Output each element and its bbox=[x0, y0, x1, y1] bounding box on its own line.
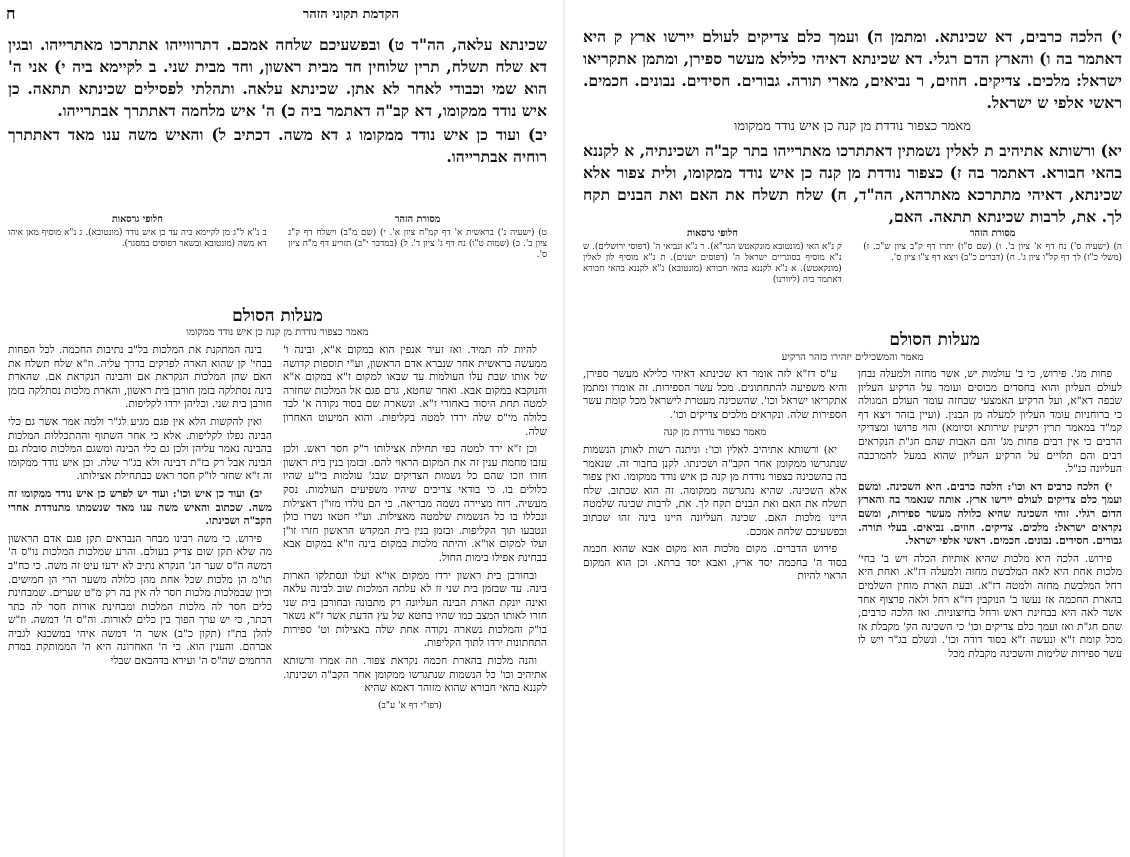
running-title: הקדמת תקוני הזהר bbox=[302, 7, 399, 22]
section-subheading: מאמר והמשכילים יזהירו כזהר הרקיע bbox=[781, 352, 924, 363]
commentary-paragraph: להיות לה תמיד. ואז זעיר אנפין הוא במקום א"א, ובינה ו' ממעשה בראשית אחר שנברא אדם הראשון, וע"י תוספות קדושה של אותו שבת עלו העולמות עד שבאו למקום ז"א במקום א"א והנוקבא במקום אבא. ואחר שחטא, גרם פגם אל המלכות שחזרה למטה תחת היסוד באחורי ז"א. ונשארה שם בסוד נקודה א' לבד כלולה מי"ס שלה ירדו למטה בקליפות. והוא המיעוט האחרון שלה. bbox=[283, 344, 547, 438]
commentary-paragraph: יב) ועוד כן איש וכו': ועוד יש לפרש כן איש נודד ממקומו זה משה. שכתוב והאיש משה ענו מאד שנשמתו מתנודדת אחרי הקב"ה ושכינתו. bbox=[8, 487, 272, 528]
notes-text: ב נ"א ל"ג מן לקיימא ביה עד כן איש נודד (מונטובא). ג נ"א מוסיף מאן איהו דא משה (מונטובא ובשאר דפוסים במסגר). bbox=[8, 228, 267, 249]
commentary-paragraph: פירוש. כי משה רבינו מבחר הנבראים תקן פגם אדם הראשון מה שלא תקן שום צדיק בעולם. והרע שמלכות המלכות נו"ס ה' דמשה ה"ס שער הנ' הנקרא נתיב לא ידעו עיט זה משה. כי כח"ב תו"מ הן מלכות שכל אחת מהן כלולה משער הרי הן חמישים. וכיון שבמלכות מלכות חסר לה אין בה רק מ"ט שערים. שמבחינת כלים חסר לה מלכות המלכות ומבחינת אורות חסר לה כתר דכתר, כי יש ערך הפוך בין כלים לאורות. וה"ס ה' דמשה. וז"ש להלן בת"ז (תקון כ"ב) אשר ה' דמשה איהי במשכנא לגביה אברהם. והענין הוא. כי ה' האחרונה היא ה' הממותקת במדת הרחמים שה"ס ה' ועירא בדהבאם שבלי bbox=[8, 532, 272, 668]
commentary-columns bbox=[8, 344, 547, 849]
zohar-paragraph: שכינתא עלאה, הה"ד ט) ובפשעיכם שלחה אמכם. דתרווייהו אתתרכו מאתרייהו. ובגין דא שלח תשלח, תרין שלוחין חד מבית ראשון, וחד מבית שני. ב לקיימא ביה י) אני ה' הוא שמי וכבודי לאחר לא אתן. שכינתא עלאה. ותהלתי לפסילים שכינתא תתאה. כן איש נודד ממקומו, דא קב"ה דאתמר ביה כ) ה' איש מלחמה דאתתרך אבתרייהו. bbox=[8, 35, 547, 120]
notes-title: מסורת הזהר bbox=[969, 228, 1016, 239]
commentary-column-left bbox=[583, 368, 847, 849]
zohar-section-heading: מאמר כצפור נודדת מן קנה כן איש נודד ממקומו bbox=[734, 119, 971, 134]
zohar-paragraph: י) הלכה כרבים, דא שכינתא. ומתמן ה) ועמך כלם צדיקים לעולם יירשו ארץ ק היא דאתמר בה ו) והארץ הדם רגלי. דא שכינתא דאיהי כלילא מעשר ספירן, ומתמן אתקריאו ישראל: מלכים. צדיקים. חוזים, ר נביאים, מארי תורה. גבורים. חסידים. נבונים. חכמים. ראשי אלפי ש ישראל. bbox=[583, 27, 1122, 112]
notes-title: חלופי גרסאות bbox=[111, 214, 163, 225]
commentary-column-right bbox=[858, 368, 1122, 849]
notes-left-page bbox=[8, 214, 547, 282]
zohar-text-left bbox=[8, 34, 547, 170]
commentary-paragraph: יא) ורשותא אתיהיב לאלין וכו': וניתנה רשות לאותן הנשמות שנתגרשו ממקומן אחר הקב"ה ושכינתו. לקנן בחבור זה. שנאמר בה בהשכינה כצפור נודדת מן קנה כן איש נודד ממקומו. ואין צפור אלא השכינה. שהיא נתגרשה ממקומה. זה הוא שכתוב. שלח תשלח את האם ואת הבנים תקח לך. את, לרבות שכינה שלמטה היינו מלכות האם. שכינה העליונה היינו בינה זהו שכתוב ובפשעיכם שלחה אמכם. bbox=[583, 443, 847, 538]
page-gutter bbox=[563, 0, 565, 857]
left-page bbox=[0, 0, 555, 857]
commentary-paragraph: י) הלכה כרבים דא וכו': הלכה כרבים. היא השכינה. ומשם ועמך כלם צדיקים לעולם יירשו ארץ. אותה שנאמר בה והארץ הדום רגלי. זוהי השכינה שהיא כלולה מעשר ספירות, ומשם נקראים ישראל: מלכים. צדיקים. חוזים. נביאים. בעלי תורה. גבורים. חסידים. נבונים. חכמים. ראשי אלפי ישראל. bbox=[858, 480, 1122, 548]
notes-text: ה) (ישעיה ס') נח דף א' ציון ב'. ו) (שם ס"ו) יתרו דף ק"ב ציון ש"כ. ז) (משלי כ"ז) לך דף קל"ו ציון ג'. ח) (דברים כ"ב) ויצא דף צ"ו ציון ס'. bbox=[863, 242, 1122, 263]
notes-right-page bbox=[583, 228, 1122, 296]
commentary-paragraph: ובחורבן בית ראשון ירדו ממקום או"א ועלו ונסתלקו הארות בינה. עד שבזמן בית שני זז לא עלתה המלכות שוב לבינה עלאה ואינה יונקת הארת הבינה העליונה רק מתבונה ובחורבן בית שני חזרו לאותו המצב כמו שהיו בחטא של עץ הדעת אשר ז"א נשאר בו"ק והמלכות נשארה נקודה אחת שלה באצילות וט' ספירות התחתונות ירדו לתוך הקליפות. bbox=[283, 569, 547, 650]
commentary-paragraph: פירוש הדברים. מקום מלכות הוא מקום אבא שהוא חכמה בסוד ה' בחכמה יסד ארץ, ואבא יסד ברתא. וכן הוא המקום הראוי להיות bbox=[583, 543, 847, 583]
commentary-paragraph: פירוש. הלכה היא מלכות שהיא אותיות הכלה ויש ב' בחי' מלכות אחת היא לאה המלבשת מחזה ולמעלה דז"א. ואחת היא רחל המלבשת מחזה ולמטה דז"א. ובעת הארת מוחין השלמים בהארת החכמה אז נעשו ב' הנוקבין דז"א רחל ולאה פרצוף אחד אשר לאה היא בבחינת ראש ורחל בחיצוניות. ואז הלכה כרבים, שהם חג"ת ואז ועמך כלם צדיקים וכו' כי השכינה הק' מקבלת אז מכל קומת ז"א ונעשה ז"א בסוד דודה וכו'. ונשלם בג"ר ויש לו עשר ספירות שלימות והשכינה מקבלת מכל bbox=[858, 552, 1122, 660]
commentary-paragraph: בינה המתקנת את המלכות בל"ב נתיבות החכמה. לכל הפחות בבחי' קן שהוא הארה לפרקים בדרך עליה. וז"א שלח תשלח את האם שהן המלכות הנקראת אם והבינה הנקראת אם. שהארת בינה נסתלקה בזמן חורבן בית ראשון, והארת מלכות נסתלקה בזמן חורבן בית שני. וכליהן ירדו לקליפות. bbox=[8, 344, 272, 411]
commentary-paragraph: ע"ס דז"א לזה אומר דא שכינתא דאיהי כלילא מעשר ספירן, והיא משפיעה להתחתונים. מכל עשר הספירות. זה אומרו ומתמן אתקריאו ישראל וכו'. שהשכינה מעטרת לישראל מכל קומת עשר הספירות שלה. ונקראים מלכים צדיקים וכו'. bbox=[583, 368, 847, 421]
commentary-paragraph: וכן ז"א ירד למטה כפי תחילת אצילותו ר"ק חסר ראש. ולכן עזבו מחמת ענין זה את המקום הראוי להם. ובזמן בנין בית ראשון חזרו וזכו שהם כל נשמות הצדיקים שבג' עולמות בי"ע שהיו כלולים בו. כי בודאי צריכים שיהיו משפיעים העולמות. נסק מעשיה. רוח מציירה נשמה מבריאה. כי הם נולדו מזו"ן דאצילות ונכללו בו כל הנשמות שלמטה מאצילות. וע"י חטאו נשרו כולן ונטבעו תוך הקליפות. ובזמן בנין בית המקדש הראשון חזרו זו"ן ועלו למקום או"א. והיתה מלכות במקום בינה וז"א במקום אבא בבחינת אפילו בימות החול. bbox=[283, 443, 547, 564]
section-subheading: מאמר כצפור נודדת מן קנה כן איש נודד ממקומו bbox=[186, 327, 369, 338]
masoret-hazohar bbox=[288, 214, 547, 261]
page-number: ח bbox=[6, 4, 16, 23]
zohar-text-right bbox=[583, 26, 1122, 230]
sulam-title: מעלות הסולם bbox=[889, 330, 980, 350]
commentary-column-left bbox=[8, 344, 272, 849]
notes-title: מסורת הזהר bbox=[394, 214, 441, 225]
commentary-paragraph: והנה מלכות בהארת חכמה נקראת צפור. וזה אמרו ורשותא אתיהיב וכו' כל הנשמות שנתגרשו ממקומן אחר הקב"ה ושכינתו. לקננא בהאי חבורא שהוא מזוהר דאמא שהיא bbox=[283, 655, 547, 695]
notes-text: ט) (ישעיה נ') בראשית א' דף קמ"ח ציון א'. י) (שם מ"ב) וישלח דף ק"ג ציון ב'. כ) (שמות ט"ו) נח דף ג' ציון ד'. ל) (במדבר י"ב) תזריע דף מ"ח ציון ס'. bbox=[288, 228, 547, 260]
page-reference: (דפו"י דף א' ע"ב) bbox=[378, 700, 442, 711]
chilufei-girsaot bbox=[583, 228, 842, 286]
commentary-columns bbox=[583, 368, 1122, 849]
sulam-title: מעלות הסולם bbox=[232, 306, 323, 326]
commentary-paragraph: פחות מג'. פירוש, כי ב' עולמות יש, אשר מחזה ולמעלה נבחן לעולם העליון והוא בחסדים מכוסים ועומד על הרקיע העליון שבפה דא"א, ועל הרקיע האמצעי שבחזה עומד העולם המגולה כי ברוחניות עומד העליון למעלה מן הבנין. (ועיין בזהר ויצא דף קמ"ד במאמר תרין רקיעין שירותא וסיומא) והוי פרושו ומצדיקי הרבים כי אין רבים פחות מג' והם האבות שהם חג"ת הנקראים רבים והם תלויים על הרקיע העליון שהוא במעל להמרכבה העליונה כנ"ל. bbox=[858, 368, 1122, 476]
notes-text: ק נ"א האי (מונטובא מונקאטש הגר"א). ר נ"א ונביאי ה' (דפוסי ירושלים). ש נ"א מוסיף בסוגריים ישראל ה' (דפוסים ישנים). ת נ"א מוסיף לון לאלין (מונקאטש). א נ"א לקננא בהאי חבורא (מונטובא) נ"א לקננא בהאי חבורא דאתמר ביה (ליוורנו) bbox=[583, 242, 842, 285]
notes-title: חלופי גרסאות bbox=[686, 228, 738, 239]
chilufei-girsaot bbox=[8, 214, 267, 250]
commentary-paragraph: ואין להקשות הלא אין פגם מגיע לג"ר ולמה אמר אשר גם כלי הבינה נפלו לקליפות. אלא כי אחר השתוף וההתכללות המלכות בהבינה נאמר עליהן ולכן גם כלי הבינה ומשגם המלכות סובלת גם הבינה אבל רק בז"ת דבינה ולא בג"ר שלה. וכן איש נודד ממקומו זה ז"א שחזר לו"ק חסר ראש כבתחילת אצילותו. bbox=[8, 415, 272, 483]
masoret-hazohar bbox=[863, 228, 1122, 264]
page-header bbox=[6, 4, 549, 26]
right-page bbox=[575, 0, 1130, 857]
commentary-section-heading: מאמר כצפור נודדת מן קנה bbox=[663, 427, 767, 439]
commentary-column-right bbox=[283, 344, 547, 849]
zohar-paragraph: יא) ורשותא אתיהיב ת לאלין נשמתין דאתתרכו מאתרייהו בתר קב"ה ושכינתיה, א לקננא בהאי חבורא. דאתמר בה ז) כצפור נודדת מן קנה כן איש נודד ממקומו, ולית צפור אלא שכינתא, דאיהי מתתרכא מאתרהא, הה"ד, ח) שלח תשלח את האם ואת הבנים תקח לך. את, לרבות שכינתא תתאה. האם, bbox=[583, 141, 1122, 226]
zohar-paragraph: יב) ועוד כן איש נודד ממקומו ג דא משה. דכתיב ל) והאיש משה ענו מאד דאתתרך רוחיה אבתרייהו. bbox=[8, 125, 547, 166]
